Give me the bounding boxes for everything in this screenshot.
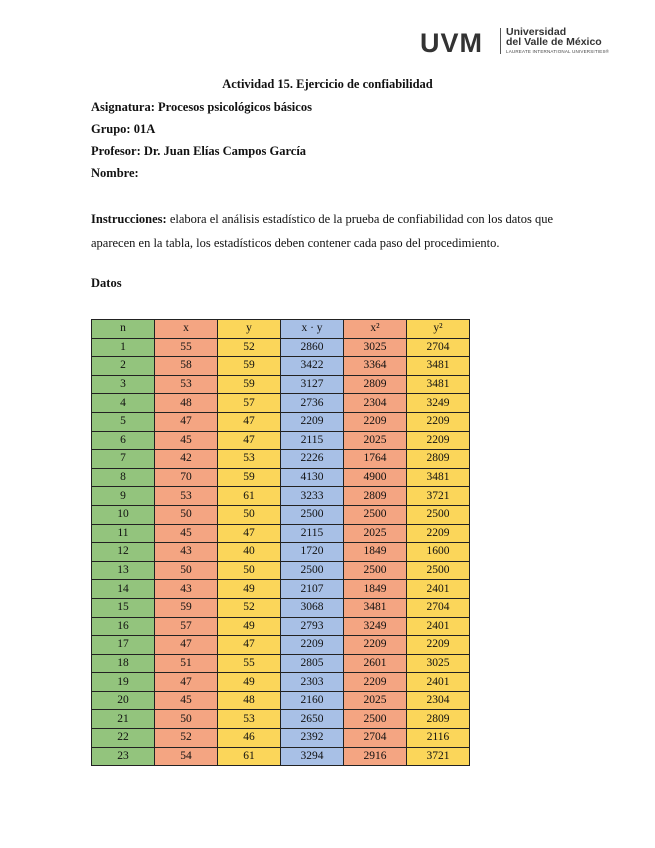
cell-x: 42	[155, 450, 218, 469]
header-xy: x · y	[281, 320, 344, 339]
cell-x: 52	[155, 729, 218, 748]
logo-mark: UVM	[420, 28, 483, 58]
cell-x2: 2209	[344, 636, 407, 655]
instructions-paragraph	[91, 207, 571, 255]
document-title: Actividad 15. Ejercicio de confiabilidad	[222, 77, 433, 91]
name-line: Nombre:	[91, 166, 139, 180]
cell-xy: 2650	[281, 710, 344, 729]
cell-xy: 2860	[281, 338, 344, 357]
group-line: Grupo: 01A	[91, 122, 156, 136]
table-row	[92, 580, 470, 599]
logo-university-line1: Universidad	[506, 26, 567, 38]
cell-xy: 3233	[281, 487, 344, 506]
table-row	[92, 505, 470, 524]
cell-xy: 3294	[281, 747, 344, 766]
table-row	[92, 747, 470, 766]
cell-n: 6	[92, 431, 155, 450]
cell-xy: 2209	[281, 636, 344, 655]
cell-x2: 3364	[344, 357, 407, 376]
cell-y2: 3249	[407, 394, 470, 413]
cell-y2: 2116	[407, 729, 470, 748]
table-row	[92, 673, 470, 692]
cell-y: 61	[218, 487, 281, 506]
cell-x: 70	[155, 468, 218, 487]
cell-x2: 1849	[344, 543, 407, 562]
cell-y2: 3721	[407, 487, 470, 506]
cell-n: 1	[92, 338, 155, 357]
cell-x: 59	[155, 598, 218, 617]
cell-n: 5	[92, 412, 155, 431]
table-row	[92, 450, 470, 469]
cell-x: 43	[155, 543, 218, 562]
cell-x2: 2500	[344, 505, 407, 524]
cell-n: 19	[92, 673, 155, 692]
cell-y2: 2809	[407, 450, 470, 469]
cell-x2: 2025	[344, 431, 407, 450]
cell-xy: 3068	[281, 598, 344, 617]
cell-y2: 3481	[407, 468, 470, 487]
cell-x: 53	[155, 375, 218, 394]
cell-n: 18	[92, 654, 155, 673]
cell-x: 57	[155, 617, 218, 636]
cell-xy: 2107	[281, 580, 344, 599]
cell-x: 47	[155, 673, 218, 692]
cell-y: 59	[218, 357, 281, 376]
cell-x2: 2601	[344, 654, 407, 673]
table-row	[92, 561, 470, 580]
cell-y2: 1600	[407, 543, 470, 562]
cell-y: 53	[218, 450, 281, 469]
logo-tagline: LAUREATE INTERNATIONAL UNIVERSITIES®	[506, 49, 610, 54]
cell-y2: 2401	[407, 617, 470, 636]
cell-x2: 2500	[344, 561, 407, 580]
cell-y: 40	[218, 543, 281, 562]
header-x: x	[155, 320, 218, 339]
instructions-text: elabora el análisis estadístico de la prueba de confiabilidad con los datos que aparecen en la tabla, los estadísticos deben contener cada paso del procedimiento.	[91, 212, 554, 250]
cell-x: 53	[155, 487, 218, 506]
table-row	[92, 487, 470, 506]
cell-x2: 2025	[344, 691, 407, 710]
table-row	[92, 691, 470, 710]
cell-y2: 2401	[407, 580, 470, 599]
instructions-label: Instrucciones:	[91, 212, 167, 226]
cell-x: 43	[155, 580, 218, 599]
cell-n: 3	[92, 375, 155, 394]
cell-xy: 2500	[281, 561, 344, 580]
cell-xy: 2793	[281, 617, 344, 636]
cell-x2: 2304	[344, 394, 407, 413]
cell-y: 53	[218, 710, 281, 729]
cell-x2: 2809	[344, 375, 407, 394]
cell-x: 45	[155, 524, 218, 543]
cell-x: 50	[155, 561, 218, 580]
cell-y: 47	[218, 524, 281, 543]
cell-x: 45	[155, 691, 218, 710]
cell-xy: 2115	[281, 524, 344, 543]
header-y: y	[218, 320, 281, 339]
table-row	[92, 357, 470, 376]
cell-y2: 3025	[407, 654, 470, 673]
table-body	[92, 338, 470, 766]
cell-y: 47	[218, 636, 281, 655]
cell-y: 49	[218, 580, 281, 599]
cell-x2: 4900	[344, 468, 407, 487]
header-y2: y²	[407, 320, 470, 339]
cell-y: 59	[218, 468, 281, 487]
cell-x: 47	[155, 636, 218, 655]
cell-y: 52	[218, 598, 281, 617]
table-row	[92, 468, 470, 487]
cell-x2: 1849	[344, 580, 407, 599]
logo-university-line2: del Valle de México	[506, 36, 602, 48]
cell-y: 50	[218, 505, 281, 524]
table-row	[92, 431, 470, 450]
cell-y2: 2209	[407, 636, 470, 655]
subject-line: Asignatura: Procesos psicológicos básicos	[91, 100, 312, 114]
cell-y: 61	[218, 747, 281, 766]
table-row	[92, 338, 470, 357]
cell-x2: 2500	[344, 710, 407, 729]
cell-y2: 3481	[407, 357, 470, 376]
cell-y2: 2209	[407, 431, 470, 450]
cell-x2: 1764	[344, 450, 407, 469]
cell-x2: 2209	[344, 412, 407, 431]
table-row	[92, 654, 470, 673]
cell-n: 12	[92, 543, 155, 562]
cell-x2: 3481	[344, 598, 407, 617]
cell-y2: 2704	[407, 598, 470, 617]
cell-y2: 2304	[407, 691, 470, 710]
cell-y: 59	[218, 375, 281, 394]
cell-xy: 3422	[281, 357, 344, 376]
cell-n: 22	[92, 729, 155, 748]
cell-y: 55	[218, 654, 281, 673]
cell-x2: 2209	[344, 673, 407, 692]
cell-n: 15	[92, 598, 155, 617]
cell-x: 58	[155, 357, 218, 376]
table-row	[92, 598, 470, 617]
cell-x: 47	[155, 412, 218, 431]
cell-xy: 2736	[281, 394, 344, 413]
cell-y: 47	[218, 412, 281, 431]
logo-separator	[500, 28, 501, 54]
table-row	[92, 617, 470, 636]
cell-y2: 3721	[407, 747, 470, 766]
cell-x2: 2704	[344, 729, 407, 748]
cell-n: 14	[92, 580, 155, 599]
table-header-row	[92, 320, 470, 339]
professor-line: Profesor: Dr. Juan Elías Campos García	[91, 144, 307, 158]
cell-y2: 3481	[407, 375, 470, 394]
cell-y2: 2500	[407, 505, 470, 524]
cell-y2: 2401	[407, 673, 470, 692]
cell-n: 20	[92, 691, 155, 710]
cell-y2: 2704	[407, 338, 470, 357]
cell-y: 50	[218, 561, 281, 580]
cell-n: 17	[92, 636, 155, 655]
cell-x2: 2809	[344, 487, 407, 506]
cell-xy: 2392	[281, 729, 344, 748]
header-n: n	[92, 320, 155, 339]
cell-xy: 2209	[281, 412, 344, 431]
cell-n: 9	[92, 487, 155, 506]
cell-x2: 3025	[344, 338, 407, 357]
cell-xy: 2805	[281, 654, 344, 673]
data-section-label: Datos	[91, 276, 122, 290]
cell-xy: 3127	[281, 375, 344, 394]
cell-xy: 2303	[281, 673, 344, 692]
table-row	[92, 710, 470, 729]
cell-xy: 4130	[281, 468, 344, 487]
cell-y2: 2500	[407, 561, 470, 580]
cell-n: 10	[92, 505, 155, 524]
table-row	[92, 729, 470, 748]
cell-n: 4	[92, 394, 155, 413]
table-row	[92, 375, 470, 394]
cell-y: 47	[218, 431, 281, 450]
cell-y2: 2209	[407, 524, 470, 543]
cell-y: 49	[218, 617, 281, 636]
cell-y: 57	[218, 394, 281, 413]
table-row	[92, 394, 470, 413]
cell-n: 13	[92, 561, 155, 580]
cell-n: 11	[92, 524, 155, 543]
cell-n: 7	[92, 450, 155, 469]
cell-x: 55	[155, 338, 218, 357]
cell-x: 50	[155, 710, 218, 729]
cell-x: 50	[155, 505, 218, 524]
table-row	[92, 543, 470, 562]
cell-n: 23	[92, 747, 155, 766]
cell-x2: 2916	[344, 747, 407, 766]
cell-n: 16	[92, 617, 155, 636]
cell-xy: 1720	[281, 543, 344, 562]
table-row	[92, 412, 470, 431]
cell-n: 2	[92, 357, 155, 376]
cell-xy: 2500	[281, 505, 344, 524]
cell-n: 21	[92, 710, 155, 729]
cell-y2: 2809	[407, 710, 470, 729]
table-row	[92, 524, 470, 543]
cell-x: 54	[155, 747, 218, 766]
cell-x: 51	[155, 654, 218, 673]
cell-xy: 2115	[281, 431, 344, 450]
uvm-logo	[420, 22, 610, 62]
cell-xy: 2160	[281, 691, 344, 710]
cell-y: 52	[218, 338, 281, 357]
cell-n: 8	[92, 468, 155, 487]
cell-x2: 3249	[344, 617, 407, 636]
cell-y: 46	[218, 729, 281, 748]
data-table	[91, 319, 470, 766]
cell-x: 45	[155, 431, 218, 450]
cell-x: 48	[155, 394, 218, 413]
cell-y: 48	[218, 691, 281, 710]
cell-y: 49	[218, 673, 281, 692]
cell-xy: 2226	[281, 450, 344, 469]
table-row	[92, 636, 470, 655]
cell-x2: 2025	[344, 524, 407, 543]
header-x2: x²	[344, 320, 407, 339]
cell-y2: 2209	[407, 412, 470, 431]
